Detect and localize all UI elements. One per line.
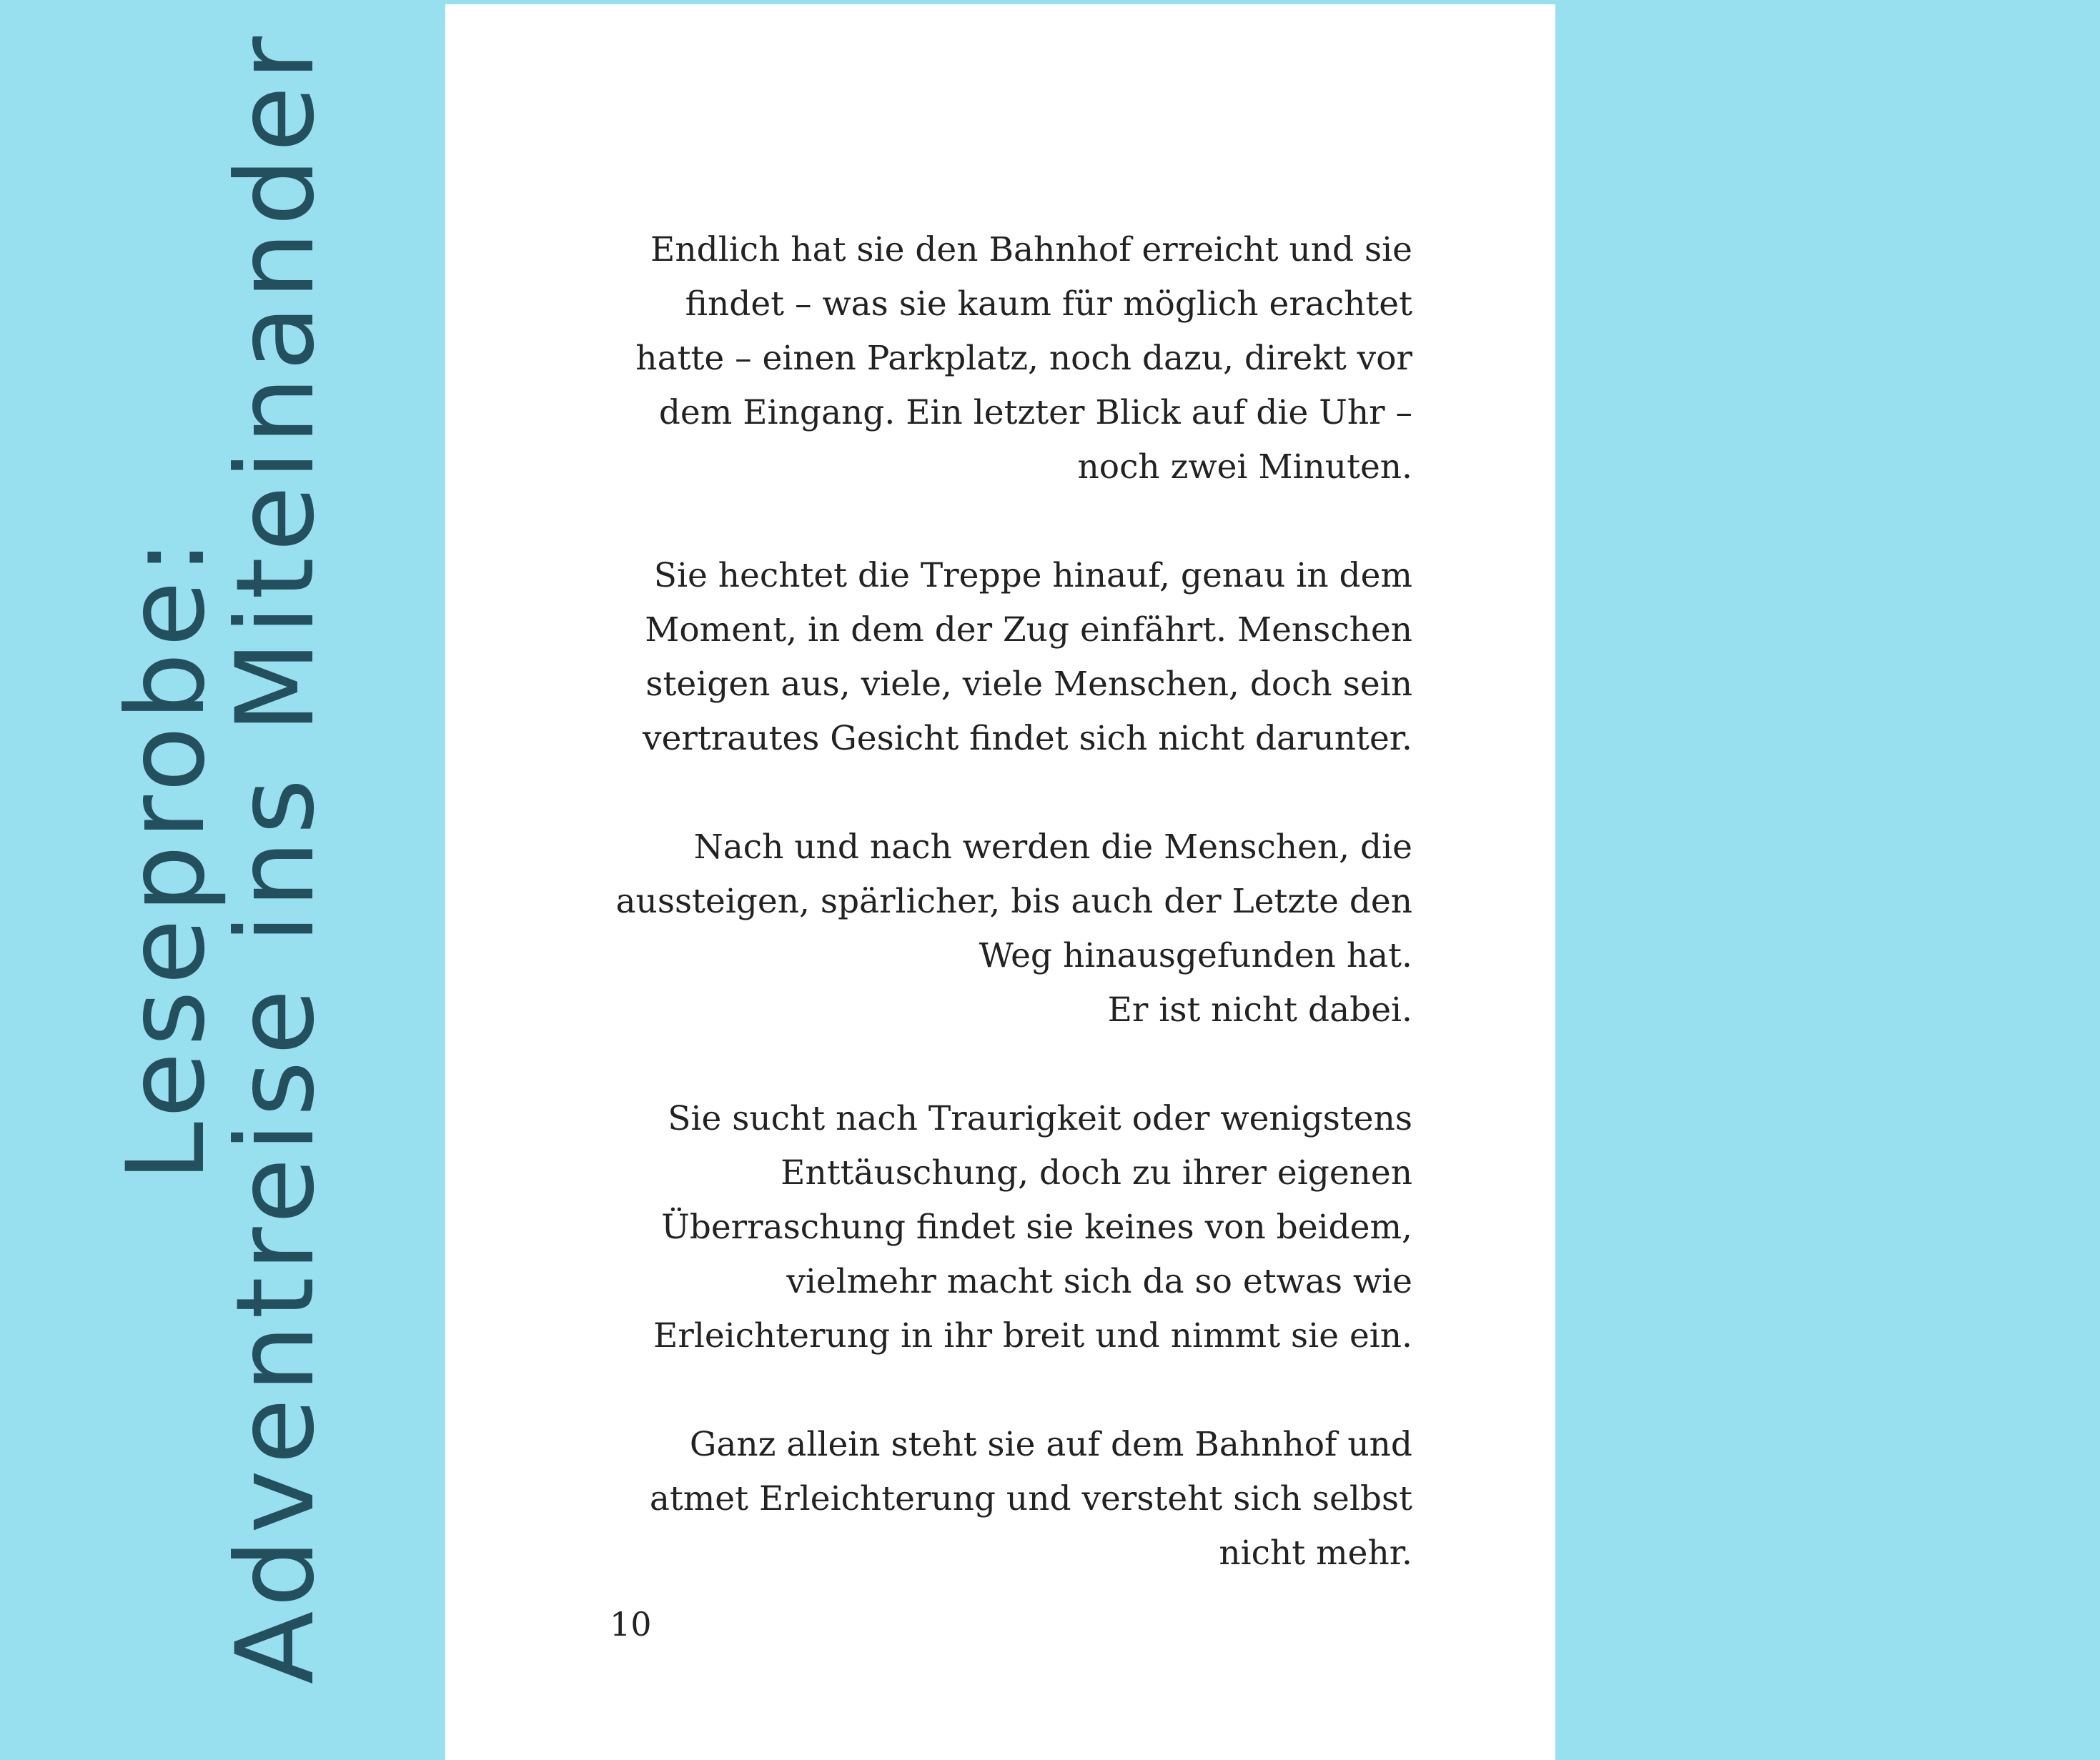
paragraph-4: Sie sucht nach Traurigkeit oder wenigstens Enttäuschung, doch zu ihrer eigenen Überraschung findet sie keines von beidem, vielmehr macht sich da so etwas wie Erleichterung in ihr breit und nimmt sie ein.	[653, 1099, 1412, 1356]
paragraph-3: Nach und nach werden die Menschen, die aussteigen, spärlicher, bis auch der Letzte den Weg hinausgefunden hat. Er ist nicht dabei.	[615, 827, 1412, 1030]
page-text	[610, 223, 1412, 1581]
side-title-line-1: Leseprobe:	[104, 533, 229, 1182]
book-page	[445, 4, 1555, 1760]
side-title-text	[104, 0, 338, 1715]
side-title-line-2: Adventreise ins Miteinander	[214, 30, 338, 1685]
side-title	[0, 0, 443, 1760]
paragraph-5: Ganz allein steht sie auf dem Bahnhof und atmet Erleichterung und versteht sich selbst nicht mehr.	[649, 1425, 1412, 1573]
paragraph-2: Sie hechtet die Treppe hinauf, genau in dem Moment, in dem der Zug einfährt. Menschen steigen aus, viele, viele Menschen, doch sein vertrautes Gesicht findet sich nicht darunter.	[643, 556, 1412, 758]
page-number: 10	[610, 1605, 652, 1644]
paragraph-1: Endlich hat sie den Bahnhof erreicht und sie findet – was sie kaum für möglich erachtet hatte – einen Parkplatz, noch dazu, direkt vor dem Eingang. Ein letzter Blick auf die Uhr – noch zwei Minuten.	[635, 230, 1412, 487]
